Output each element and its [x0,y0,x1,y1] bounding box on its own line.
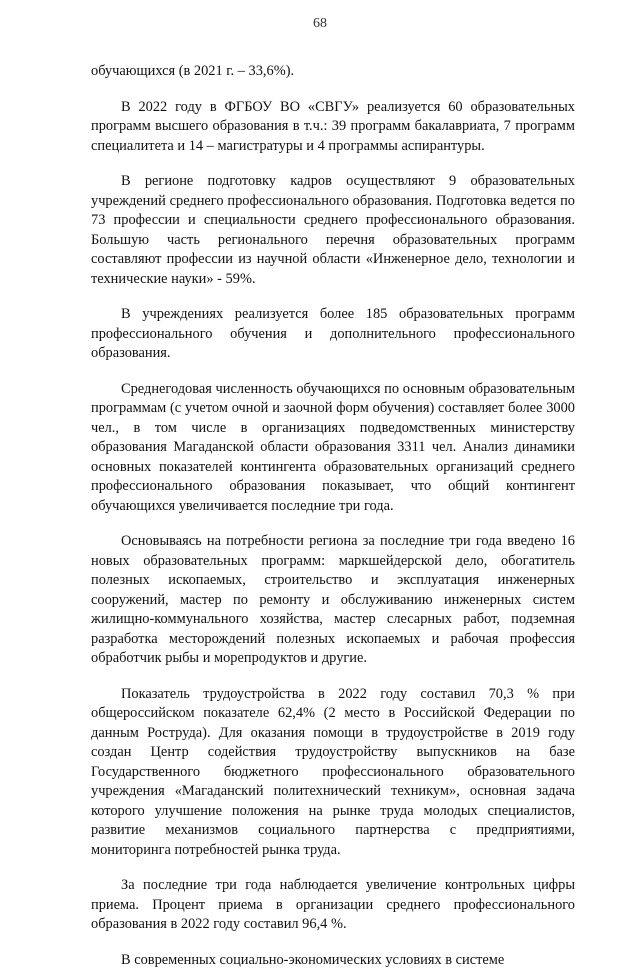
paragraph-svgu-programs: В 2022 году в ФГБОУ ВО «СВГУ» реализуется 60 образовательных программ высшего образования в т.ч.: 39 программ бакалавриата, 7 программ специалитета и 14 – магистратуры и 4 программы аспирантуры. [91,98,575,157]
paragraph-employment: Показатель трудоустройства в 2022 году составил 70,3 % при общероссийском показателе 62,4% (2 место в Российской Федерации по данным Роструда). Для оказания помощи в трудоустройстве в 2019 году создан Центр содействия трудоустройству выпускников на базе Государственного бюджетного профессионального образовательного учреждения «Магаданский политехнический техникум», основная задача которого улучшение положения на рынке труда молодых специалистов, развитие механизмов социального партнерства с предприятиями, мониторинга потребностей рынка труда. [91,685,575,861]
paragraph-admission: За последние три года наблюдается увеличение контрольных цифры приема. Процент приема в организации среднего профессионального образования в 2022 году составил 96,4 %. [91,876,575,935]
document-body [91,62,575,970]
paragraph-trailing: В современных социально-экономических условиях в системе [91,951,575,970]
paragraph-student-numbers: Среднегодовая численность обучающихся по основным образовательным программам (с учетом очной и заочной форм обучения) составляет более 3000 чел., в том числе в организациях подведомственных министерству образования Магаданской области образования 3311 чел. Анализ динамики основных показателей контингента образовательных организаций среднего профессионального образования показывает, что общий контингент обучающихся увеличивается последние три года. [91,380,575,517]
paragraph-new-programs: Основываясь на потребности региона за последние три года введено 16 новых образовательных программ: маркшейдерской дело, обогатитель полезных ископаемых, строительство и эксплуатация инженерных сооружений, мастер по ремонту и обслуживанию инженерных систем жилищно-коммунального хозяйства, мастер слесарных работ, подземная разработка месторождений полезных ископаемых и рабочая профессия обработчик рыбы и морепродуктов и другие. [91,532,575,669]
paragraph-programs-count: В учреждениях реализуется более 185 образовательных программ профессионального обучения и дополнительного профессионального образования. [91,305,575,364]
page-number: 68 [0,16,640,32]
paragraph-continuation: обучающихся (в 2021 г. – 33,6%). [91,62,575,82]
paragraph-spo-institutions: В регионе подготовку кадров осуществляют 9 образовательных учреждений среднего профессионального образования. Подготовка ведется по 73 профессии и специальности среднего профессионального образования. Большую часть регионального перечня образовательных программ составляют профессии из научной области «Инженерное дело, технологии и технические науки» - 59%. [91,172,575,289]
